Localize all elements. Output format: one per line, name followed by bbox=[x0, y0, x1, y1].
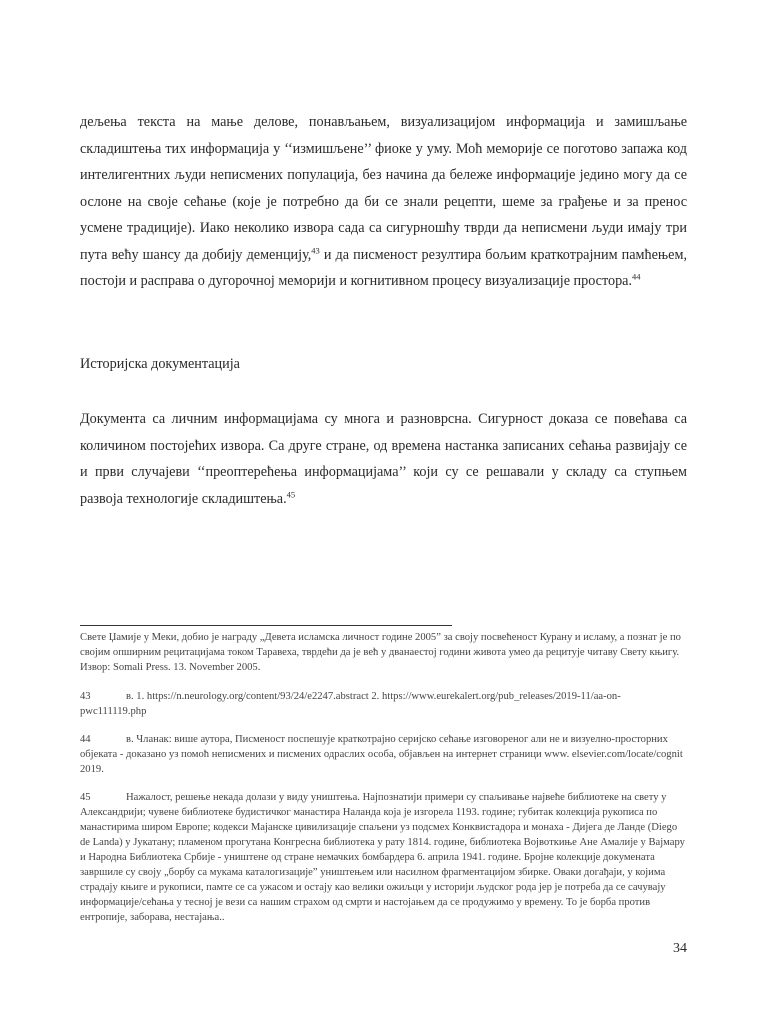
body-paragraph-2 bbox=[80, 406, 687, 512]
footnote-ref-45[interactable]: 45 bbox=[286, 488, 296, 499]
body-paragraph-1 bbox=[80, 109, 687, 295]
footnote-text: Нажалост, решење некада долази у виду уништења. Најпознатији примери су спаљивање највеће библиотеке на свету у Александрији; чувене библиотеке будистичког манастира Наланда која је изгорела 1193. године; губитак колекција рукописа по манастирима широм Европе; кодекси Мајанске цивилизације спаљени уз подсмех Конквистадора и монаха - Дијега де Ланде (Diego de Landa) у Јукатану; пламеном прогутана Конгресна библиотека у рату 1814. године, библиотека Војвоткиње Ане Амалије у Вајмару и Народна Библиотека Србије - уништене од стране немачких бомбардера 6. априла 1941. године. Бројне колекције докумената завршиле су своју „борбу са мукама каталогизације” уништењем или насилном фрагментацијом збирке. Оваки догађаји, у којима страдају књиге и рукописи, памте се са ужасом и остају као велики ожиљци у историји људског рода јер је потреба да се сачувају информације/сећања у теснoј је вези са нашим страхом од смрти и настојањем да се продужимо у времену. То је борба против ентропије, заборава, нестајања.. bbox=[80, 792, 685, 923]
footnote-ref-43[interactable]: 43 bbox=[311, 244, 320, 255]
section-heading: Историјска документација bbox=[80, 356, 240, 372]
document-page bbox=[80, 0, 687, 1024]
footnote-43 bbox=[80, 689, 687, 719]
footnote-number: 44 bbox=[80, 734, 91, 745]
page-number: 34 bbox=[673, 941, 687, 956]
footnote-44 bbox=[80, 732, 687, 777]
footnote-continuation: Свете Џамије у Меки, добио је награду „Девета исламска личност године 2005” за своју посвећеност Курану и исламу, а познат је по својим опширним рецитацијама током Таравеха, тврдећи да је већ у дванаестој години живота умео да рецитује читаву Свету књигу. Извор: Somali Press. 13. November 2005. bbox=[80, 632, 681, 673]
footnote-text: в. 1. https://n.neurology.org/content/93/24/e2247.abstract 2. https://www.eurekalert.org/pub_releases/2019-11/aa-on-pwc111119.php bbox=[80, 691, 621, 717]
footnote-ref-44[interactable]: 44 bbox=[632, 271, 641, 282]
footnotes-section bbox=[80, 630, 687, 938]
footnote-45 bbox=[80, 790, 687, 925]
footnote-number: 43 bbox=[80, 691, 91, 702]
paragraph-2-text: Документа са личним информацијама су многа и разноврсна. Сигурност доказа се повећава са количином постојећих извора. Са друге стране, од времена настанка записаних сећања развијају се и први случајеви ‘‘преоптерећења информацијама’’ који су се решавали у складу са ступњем развоја технологије складиштења. bbox=[80, 411, 687, 507]
footnote-text: в. Чланак: више аутора, Писменост поспешује краткотрајно серијско сећање изговореног али не и визуелно-просторних објеката - доказано уз помоћ неписмених и писмених одраслих особа, објављен на интернет страници www. elsevier.com/locate/cognit 2019. bbox=[80, 734, 683, 775]
footnote-number: 45 bbox=[80, 792, 91, 803]
paragraph-1-text-continued: и да писменост резултира бољим краткотрајним памћењем, постоји и расправа о дугорочној меморији и когнитивном процесу визуализације простора. bbox=[80, 246, 687, 289]
footnote-separator bbox=[80, 625, 452, 626]
paragraph-1-text: дељења текста на мање делове, понављањем, визуализацијом информација и замишљање складиштења тих информација у ‘‘измишљене’’ фиоке у уму. Моћ меморије се поготово запажа код интелигентних људи неписмених популација, без начина да бележе информације једино могу да се ослоне на своје сећање (које је потребно да би се знали рецепти, шеме за грађење и за пренос усмене традиције). Иако неколико извора сада са сигурношћу тврди да неписмени људи имају три пута већу шансу да добију деменцију, bbox=[80, 114, 687, 263]
